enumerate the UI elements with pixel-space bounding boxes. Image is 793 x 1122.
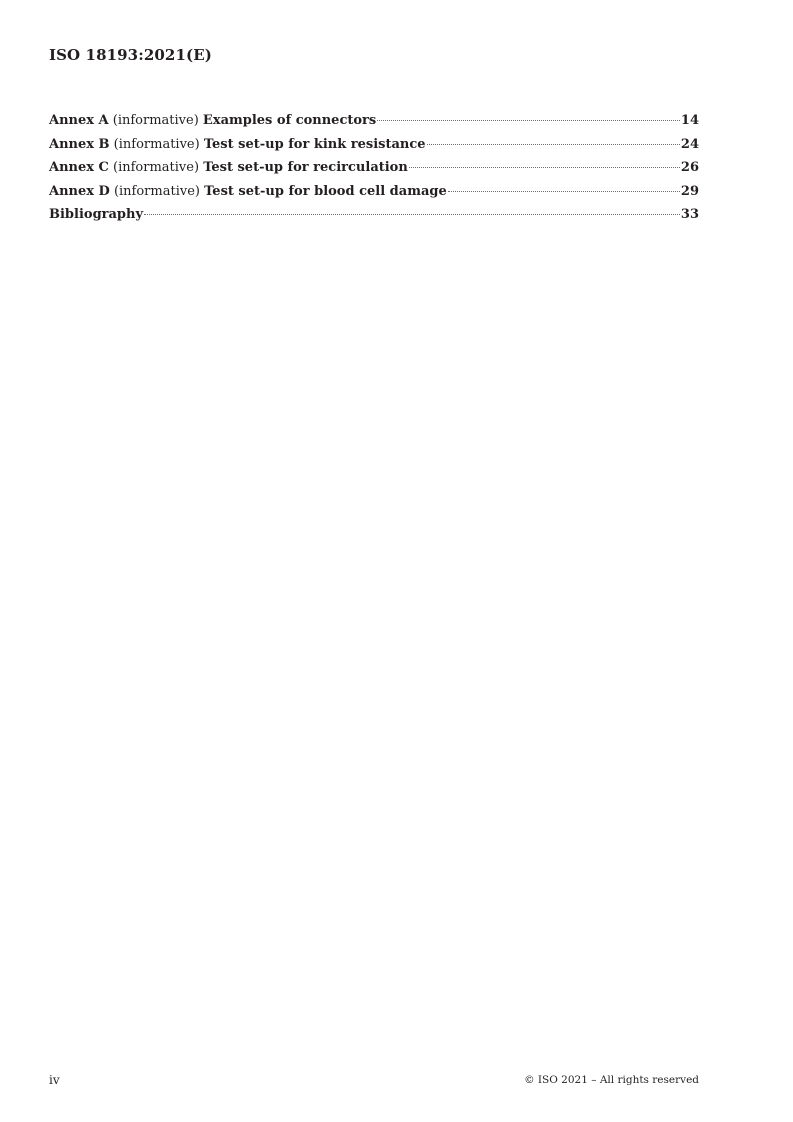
- toc-dot-leader: [144, 214, 680, 215]
- toc-entry-page: 33: [680, 207, 699, 222]
- toc-entry-prefix: Annex B: [49, 136, 110, 152]
- toc-entry-qualifier: (informative): [108, 113, 203, 128]
- toc-entry-label: [49, 137, 426, 153]
- toc-entry-annex-c[interactable]: [49, 160, 699, 184]
- toc-entry-prefix: Annex A: [49, 113, 109, 128]
- toc-entry-label: [49, 113, 376, 129]
- toc-entry-annex-b[interactable]: [49, 137, 699, 161]
- document-identifier: ISO 18193:2021(E): [49, 46, 212, 64]
- toc-entry-qualifier: (informative): [109, 183, 205, 199]
- toc-entry-title: Test set-up for kink resistance: [203, 136, 426, 152]
- toc-entry-title: Bibliography: [49, 207, 144, 222]
- toc-entry-title: Examples of connectors: [202, 113, 377, 128]
- toc-entry-page: 29: [680, 183, 699, 199]
- toc-entry-page: 24: [680, 136, 699, 152]
- toc-entry-bibliography[interactable]: [49, 207, 699, 231]
- toc-entry-page: 26: [680, 160, 699, 175]
- toc-entry-prefix: Annex D: [49, 183, 110, 199]
- toc-entry-annex-a[interactable]: [49, 113, 699, 137]
- toc-dot-leader: [427, 144, 680, 145]
- toc-entry-page: 14: [680, 113, 699, 128]
- toc-entry-label: [49, 207, 143, 223]
- toc-entry-prefix: Annex C: [49, 160, 109, 175]
- footer-page-number: iv: [49, 1073, 60, 1087]
- toc-entry-qualifier: (informative): [109, 136, 204, 152]
- toc-dot-leader: [448, 191, 680, 192]
- footer-copyright: © ISO 2021 – All rights reserved: [524, 1074, 699, 1086]
- table-of-contents: [49, 113, 699, 231]
- toc-entry-annex-d[interactable]: [49, 184, 699, 208]
- toc-entry-label: [49, 184, 447, 200]
- toc-dot-leader: [409, 167, 680, 168]
- toc-dot-leader: [377, 120, 680, 121]
- toc-entry-title: Test set-up for recirculation: [203, 160, 408, 175]
- toc-entry-title: Test set-up for blood cell damage: [204, 183, 447, 199]
- toc-entry-qualifier: (informative): [108, 160, 204, 175]
- toc-entry-label: [49, 160, 408, 176]
